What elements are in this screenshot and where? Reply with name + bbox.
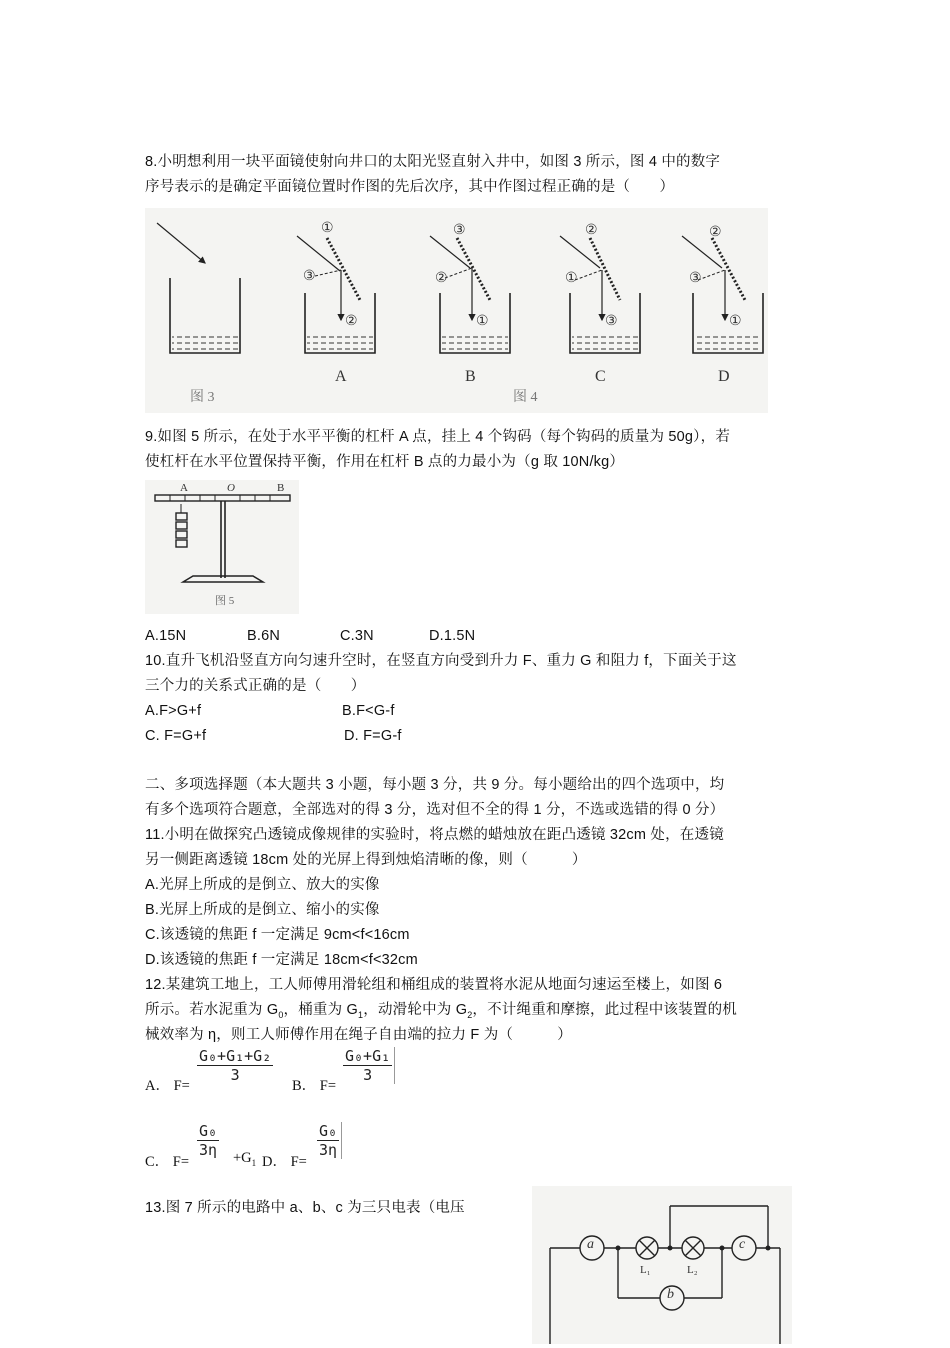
q12-option-c-tail xyxy=(233,1150,256,1168)
q12-option-a-numerator: G₀+G₁+G₂ xyxy=(199,1047,272,1065)
q12-option-b-denominator: 3 xyxy=(363,1066,373,1084)
q10-line2: 三个力的关系式正确的是（ ） xyxy=(145,678,366,694)
q11-option-a: A.光屏上所成的是倒立、放大的实像 xyxy=(145,877,380,893)
q12-option-d-fraction xyxy=(317,1122,342,1159)
q12-line2-b: ，桶重为 G xyxy=(283,1002,359,1018)
q12-line3: 械效率为 η，则工人师傅作用在绳子自由端的拉力 F 为（ ） xyxy=(145,1027,572,1043)
figure-5 xyxy=(145,480,299,614)
q10-option-b: B.F<G-f xyxy=(342,703,395,719)
q11-option-c: C.该透镜的焦距 f 一定满足 9cm<f<16cm xyxy=(145,927,410,943)
figure-3-4 xyxy=(145,208,768,413)
q9-line2: 使杠杆在水平位置保持平衡，作用在杠杆 B 点的力最小为（g 取 10N/kg） xyxy=(145,454,625,470)
option-d-label: D xyxy=(718,368,730,385)
mark-a-3: ② xyxy=(345,314,358,329)
q11-option-b: B.光屏上所成的是倒立、缩小的实像 xyxy=(145,902,380,918)
fig4-option-b xyxy=(430,236,510,353)
fig3-caption: 图 3 xyxy=(190,390,215,405)
q11-line1: 11.小明在做探究凸透镜成像规律的实验时，将点燃的蜡烛放在距凸透镜 32cm 处，在透镜 xyxy=(145,827,724,843)
q9-option-d: D.1.5N xyxy=(429,628,476,644)
q12-sub-0: 0 xyxy=(278,1009,284,1020)
meter-a-label: a xyxy=(587,1237,594,1252)
q10-line1: 10.直升飞机沿竖直方向匀速升空时，在竖直方向受到升力 F、重力 G 和阻力 f，下面关于这 xyxy=(145,653,737,669)
q12-sub-2: 2 xyxy=(467,1009,473,1020)
q12-option-c-label: C． F= xyxy=(145,1154,190,1170)
q12-option-b-fraction xyxy=(343,1047,395,1084)
q13-line1: 13.图 7 所示的电路中 a、b、c 为三只电表（电压 xyxy=(145,1200,465,1216)
option-a-label: A xyxy=(335,368,347,385)
q12-option-d-denominator: 3η xyxy=(319,1141,338,1159)
mark-a-1: ① xyxy=(321,221,334,236)
q9-option-b: B.6N xyxy=(247,628,281,644)
fig4-option-c xyxy=(560,236,640,353)
point-b-label: B xyxy=(277,482,285,494)
mark-d-3: ① xyxy=(729,314,742,329)
q12-option-a-denominator: 3 xyxy=(230,1066,240,1084)
q12-option-b-numerator: G₀+G₁ xyxy=(345,1047,391,1065)
q12-line2-c: ，动滑轮中为 G xyxy=(363,1002,468,1018)
q12-option-b-label: B． F= xyxy=(292,1078,337,1094)
q12-option-d-label: D． F= xyxy=(262,1154,307,1170)
fig3-well xyxy=(157,223,240,353)
mark-a-2: ③ xyxy=(303,269,316,284)
lamp-l2-label: L₂ xyxy=(687,1264,698,1276)
mark-d-2: ③ xyxy=(689,271,702,286)
fig4-caption: 图 4 xyxy=(513,390,538,405)
mark-c-3: ③ xyxy=(605,314,618,329)
mark-c-1: ② xyxy=(585,223,598,238)
q9-option-c: C.3N xyxy=(340,628,374,644)
section2-line1: 二、多项选择题（本大题共 3 小题，每小题 3 分，共 9 分。每小题给出的四个选项中，均 xyxy=(145,777,725,793)
point-a-label: A xyxy=(180,482,188,494)
q12-sub-1: 1 xyxy=(358,1009,364,1020)
q12-option-a-fraction xyxy=(197,1047,273,1084)
circuit-diagram xyxy=(532,1186,792,1344)
mark-b-3: ① xyxy=(476,314,489,329)
mark-d-1: ② xyxy=(709,225,722,240)
q12-option-c-denominator: 3η xyxy=(199,1141,218,1159)
q11-line2: 另一侧距离透镜 18cm 处的光屏上得到烛焰清晰的像，则（ ） xyxy=(145,852,587,868)
q8-line1: 8.小明想利用一块平面镜使射向井口的太阳光竖直射入井中，如图 3 所示，图 4 中的数字 xyxy=(145,154,721,170)
q12-line1: 12.某建筑工地上，工人师傅用滑轮组和桶组成的装置将水泥从地面匀速运至楼上，如图 6 xyxy=(145,977,723,993)
q12-line2-d: ，不计绳重和摩擦，此过程中该装置的机 xyxy=(472,1002,738,1018)
option-b-label: B xyxy=(465,368,476,385)
q12-option-c-numerator: G₀ xyxy=(199,1122,218,1140)
q12-option-a-label: A． F= xyxy=(145,1078,190,1094)
fig4-option-a xyxy=(297,236,375,353)
q12-option-c-fraction xyxy=(197,1122,219,1159)
meter-c-label: c xyxy=(739,1237,746,1252)
q10-option-d: D. F=G-f xyxy=(344,728,402,744)
q12-line2-a: 所示。若水泥重为 G xyxy=(145,1002,279,1018)
figure-7 xyxy=(532,1186,792,1344)
q11-option-d: D.该透镜的焦距 f 一定满足 18cm<f<32cm xyxy=(145,952,418,968)
meter-b-label: b xyxy=(667,1287,674,1302)
point-o-label: O xyxy=(227,482,235,494)
q12-option-d-numerator: G₀ xyxy=(319,1122,338,1140)
lamp-l1-label: L₁ xyxy=(640,1264,651,1276)
q12-option-c-sub: 1 xyxy=(251,1157,257,1168)
mark-b-1: ③ xyxy=(453,223,466,238)
fig5-caption: 图 5 xyxy=(215,595,235,607)
fig4-option-d xyxy=(682,236,763,353)
q10-option-c: C. F=G+f xyxy=(145,728,207,744)
q10-option-a: A.F>G+f xyxy=(145,703,202,719)
mark-c-2: ① xyxy=(565,271,578,286)
q8-line2: 序号表示的是确定平面镜位置时作图的先后次序，其中作图过程正确的是（ ） xyxy=(145,179,675,195)
q12-option-c-tail-text: +G xyxy=(233,1150,252,1166)
q9-line1: 9.如图 5 所示，在处于水平平衡的杠杆 A 点，挂上 4 个钩码（每个钩码的质量为 50g），若 xyxy=(145,429,731,445)
section2-line2: 有多个选项符合题意，全部选对的得 3 分，选对但不全的得 1 分，不选或选错的得 0 分） xyxy=(145,802,725,818)
mark-b-2: ② xyxy=(435,271,448,286)
option-c-label: C xyxy=(595,368,606,385)
q9-option-a: A.15N xyxy=(145,628,187,644)
